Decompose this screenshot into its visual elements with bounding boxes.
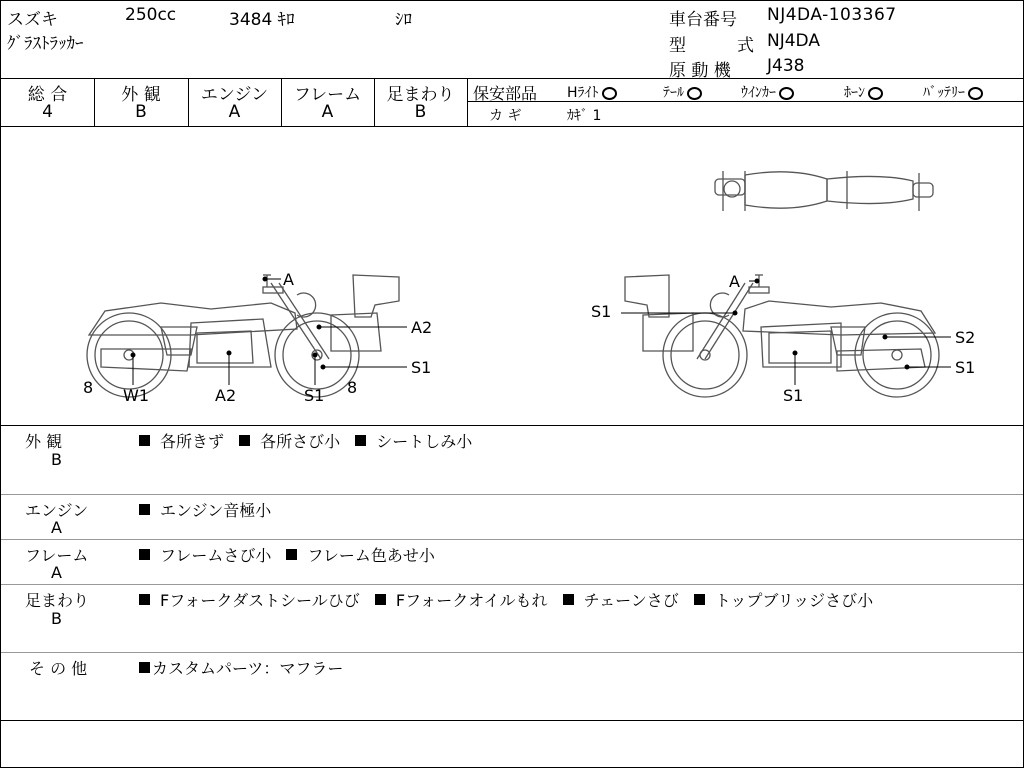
ok-circle-icon xyxy=(868,87,883,100)
bullet-icon xyxy=(355,435,366,446)
engine-label: 原 動 機 xyxy=(669,61,731,81)
grade-suspension-value: B xyxy=(414,102,427,122)
damage-label: S1 xyxy=(304,386,325,405)
divider xyxy=(1,425,1023,426)
note-items-exterior: 各所きず 各所さび小 シートしみ小 xyxy=(139,429,472,452)
bullet-icon xyxy=(286,549,297,560)
damage-label: W1 xyxy=(123,386,149,405)
note-category: エンジン xyxy=(25,501,89,520)
frame-number: NJ4DA-103367 xyxy=(767,5,897,25)
grade-suspension-label: 足まわり xyxy=(386,85,455,105)
bullet-icon xyxy=(139,662,150,673)
ok-circle-icon xyxy=(968,87,983,100)
note-category: そ の 他 xyxy=(29,659,88,678)
damage-label: A xyxy=(283,270,294,289)
damage-label: S1 xyxy=(591,302,612,321)
safety-headlight: Hﾗｲﾄ xyxy=(567,82,617,102)
safety-winker: ｳｲﾝｶｰ xyxy=(741,82,794,102)
bullet-icon xyxy=(139,594,150,605)
mileage: 3484 ｷﾛ xyxy=(229,10,295,30)
note-category: 外 観 xyxy=(25,432,63,451)
safety-label: 保安部品 xyxy=(473,84,538,103)
grade-exterior-value: B xyxy=(135,102,147,122)
grade-frame-value: A xyxy=(321,102,334,122)
grade-frame-label: フレーム xyxy=(293,85,362,105)
note-grade: B xyxy=(51,609,62,628)
bullet-icon xyxy=(139,504,150,515)
type-value: NJ4DA xyxy=(767,31,820,51)
divider xyxy=(1,494,1023,495)
damage-label: S2 xyxy=(955,328,976,347)
bullet-icon xyxy=(563,594,574,605)
damage-label: A2 xyxy=(215,386,237,405)
ok-circle-icon xyxy=(687,87,702,100)
motorcycle-top-view xyxy=(715,171,933,211)
grade-overall-label: 総 合 xyxy=(27,85,68,105)
ok-circle-icon xyxy=(602,87,617,100)
damage-label: 8 xyxy=(347,378,358,397)
key-label: カ ギ xyxy=(489,108,522,124)
color: ｼﾛ xyxy=(395,10,412,30)
divider xyxy=(1,78,1023,79)
damage-label: S1 xyxy=(783,386,804,405)
damage-label: 8 xyxy=(83,378,94,397)
note-category: 足まわり xyxy=(25,591,90,610)
bullet-icon xyxy=(375,594,386,605)
key-value: ｶｷﾞ 1 xyxy=(567,108,602,124)
divider xyxy=(1,652,1023,653)
type-label-2: 式 xyxy=(737,36,754,56)
bullet-icon xyxy=(239,435,250,446)
bullet-icon xyxy=(694,594,705,605)
damage-label: A2 xyxy=(411,318,433,337)
ok-circle-icon xyxy=(779,87,794,100)
note-grade: B xyxy=(51,450,62,469)
grade-exterior-label: 外 観 xyxy=(121,85,161,105)
divider xyxy=(1,720,1023,721)
frame-number-label: 車台番号 xyxy=(669,10,737,30)
damage-label: S1 xyxy=(411,358,432,377)
type-label-1: 型 xyxy=(669,36,686,56)
safety-horn: ﾎｰﾝ xyxy=(844,82,883,102)
bullet-icon xyxy=(139,549,150,560)
grade-engine-label: エンジン xyxy=(200,85,269,105)
note-items-frame: フレームさび小 フレーム色あせ小 xyxy=(139,543,435,566)
damage-label: A xyxy=(729,272,740,291)
note-items-engine: エンジン音極小 xyxy=(139,498,271,521)
displacement: 250cc xyxy=(125,5,177,25)
divider xyxy=(1,584,1023,585)
model-name: ｸﾞﾗｽﾄﾗｯｶｰ xyxy=(7,34,84,54)
note-grade: A xyxy=(51,518,62,537)
bullet-icon xyxy=(139,435,150,446)
note-items-other: カスタムパーツ：マフラー xyxy=(139,656,343,679)
note-grade: A xyxy=(51,563,62,582)
motorcycle-diagram xyxy=(1,127,1023,425)
note-category: フレーム xyxy=(25,546,89,565)
grade-engine-value: A xyxy=(228,102,241,122)
safety-battery: ﾊﾞｯﾃﾘｰ xyxy=(923,82,983,102)
safety-tail: ﾃｰﾙ xyxy=(663,82,702,102)
engine-value: J438 xyxy=(767,56,805,76)
motorcycle-right-side-view xyxy=(625,275,939,397)
divider xyxy=(1,539,1023,540)
note-items-suspension: Fフォークダストシールひび Fフォークオイルもれ チェーンさび トップブリッジさび小 xyxy=(139,588,873,611)
divider xyxy=(467,78,468,126)
maker: スズキ xyxy=(7,10,58,30)
damage-label: S1 xyxy=(955,358,976,377)
grade-overall-value: 4 xyxy=(42,102,53,122)
